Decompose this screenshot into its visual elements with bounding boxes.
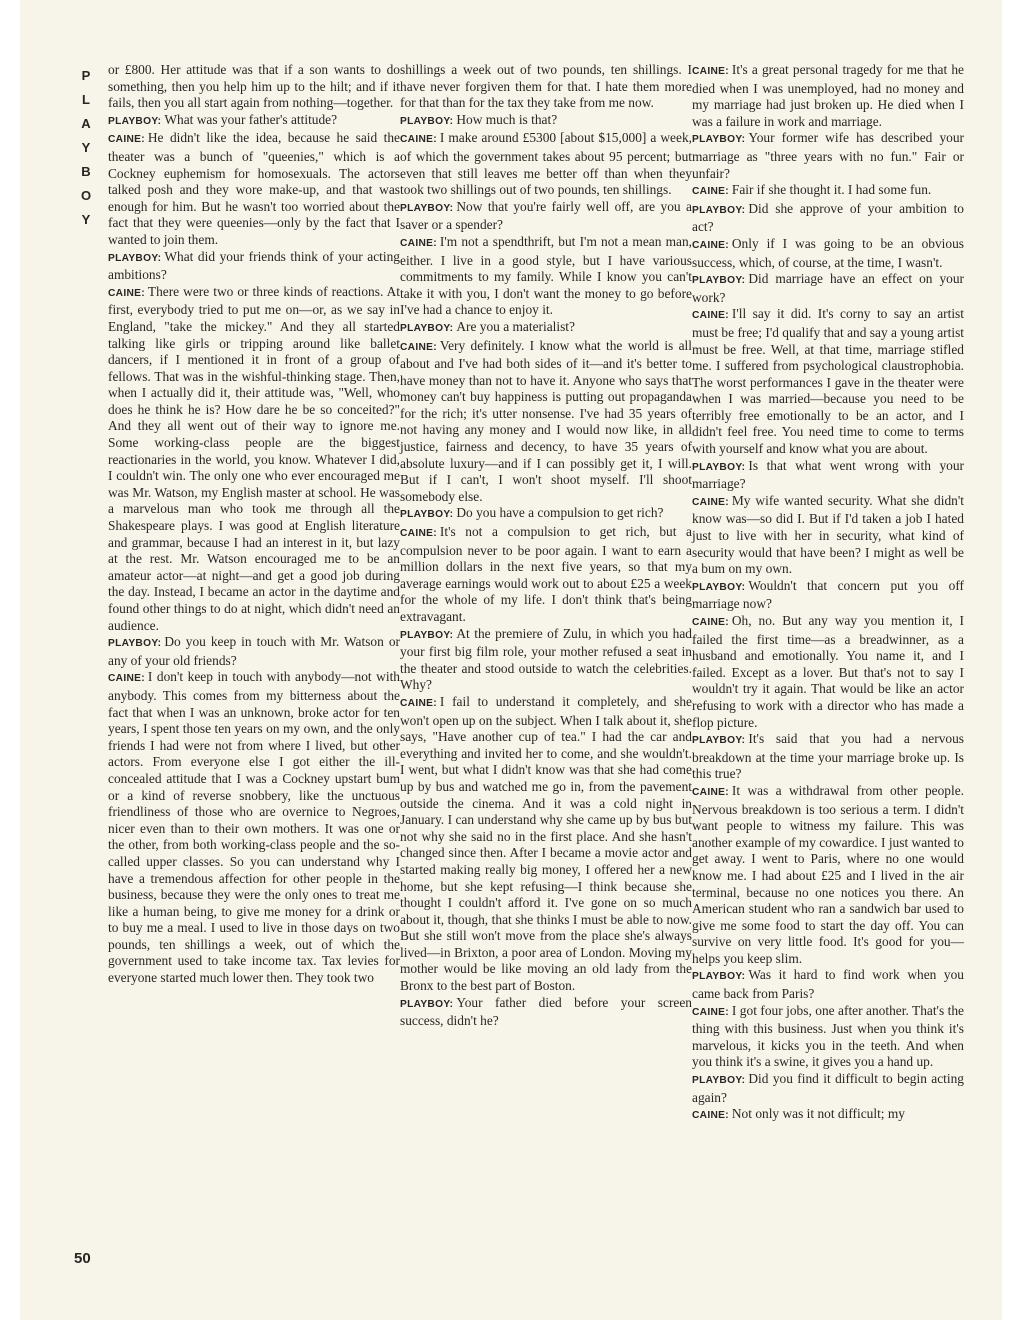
paragraph bbox=[692, 182, 964, 201]
paragraph-text: Are you a materialist? bbox=[456, 318, 575, 334]
paragraph bbox=[400, 199, 692, 234]
paragraph-text: I got four jobs, one after another. That's the thing with this business. Just when you think it's marvelous, it kicks you in the teeth. And when you think it's a swine, it gives you a hand up. bbox=[692, 1002, 964, 1070]
paragraph bbox=[692, 62, 964, 130]
masthead-letter: Y bbox=[81, 140, 91, 155]
paragraph-text: How much is that? bbox=[456, 111, 558, 127]
paragraph bbox=[108, 130, 400, 248]
paragraph bbox=[692, 458, 964, 493]
speaker-label: PLAYBOY: bbox=[400, 509, 454, 521]
speaker-label: CAINE: bbox=[400, 341, 437, 353]
paragraph bbox=[692, 783, 964, 968]
paragraph-text: I'll say it did. It's corny to say an artist must be free; I'd qualify that and say a young artist must be free. Well, at that time, marriage stifled me. I suffered from psychological claustrophobia. The worst performances I gave in the theater were when I was married—because you need to be terribly free emotionally to be an actor, and I didn't feel free. You need time to come to terms with yourself and know what you are about. bbox=[692, 306, 964, 457]
paragraph bbox=[692, 1106, 964, 1125]
speaker-label: CAINE: bbox=[400, 134, 437, 146]
paragraph-text: He didn't like the idea, because he said the theater was a bunch of "queenies," which is a Cockney euphemism for homosexuals. The actors talked posh and they wore make-up, and that was enough for him. But he wasn't too worried about the fact that they were queenies—only by the fact that I wanted to join them. bbox=[108, 130, 400, 247]
paragraph-text: It's said that you had a nervous breakdown at the time your marriage broke up. Is this true? bbox=[692, 731, 964, 782]
paragraph-text: Wouldn't that concern put you off marriage now? bbox=[692, 577, 964, 612]
paragraph-text: Not only was it not difficult; my bbox=[731, 1106, 905, 1122]
paragraph bbox=[108, 62, 400, 112]
speaker-label: CAINE: bbox=[692, 186, 729, 198]
paragraph-text: I fail to understand it completely, and she won't open up on the subject. When I talk about it, she says, "Have another cup of tea." I had the car and everything and invited her to come, and she wouldn't. I went, but what I didn't know was that she had come up by bus and watched me go in, from the pavement outside the cinema. And it was a cold night in January. I can understand why she came up by bus but not why she said no in the first place. And she hasn't changed since then. After I became a movie actor and started making really big money, I offered her a new home, but she kept refusing—I think because she thought I couldn't afford it. I've gone on so much about it, though, that she thinks I must be able to now. But she still won't move from the place she's always lived—in Brixton, a poor area of London. Moving my mother would be like moving an old lady from the Bronx to the best part of Boston. bbox=[400, 693, 692, 994]
masthead-letter: P bbox=[81, 68, 91, 83]
paragraph bbox=[692, 578, 964, 613]
paragraph bbox=[108, 112, 400, 131]
paragraph bbox=[400, 112, 692, 131]
paragraph bbox=[692, 731, 964, 783]
speaker-label: PLAYBOY: bbox=[692, 134, 746, 146]
speaker-label: CAINE: bbox=[108, 287, 145, 299]
masthead-letter: L bbox=[82, 92, 90, 107]
magazine-page bbox=[20, 0, 1002, 1320]
paragraph-text: Was it hard to find work when you came back from Paris? bbox=[692, 967, 964, 1002]
speaker-label: PLAYBOY: bbox=[692, 581, 746, 593]
paragraph-text: Only if I was going to be an obvious success, which, of course, at the time, I wasn't. bbox=[692, 235, 964, 270]
paragraph bbox=[400, 995, 692, 1030]
speaker-label: PLAYBOY: bbox=[400, 115, 454, 127]
paragraph-text: Now that you're fairly well off, are you a saver or a spender? bbox=[400, 198, 692, 233]
speaker-label: PLAYBOY: bbox=[692, 1075, 746, 1087]
paragraph-text: Do you have a compulsion to get rich? bbox=[456, 505, 664, 521]
paragraph-text: There were two or three kinds of reactions. At first, everybody tried to put me on—or, as we say in England, "take the mickey." And they all started talking like girls or tripping around like ballet dancers, if I mentioned it in front of a group of fellows. That was in the wishful-thinking stage. Then, when I actually did it, their attitude was, "Well, who does he think he is? How dare he be so conceited?" And they all went out of their way to ignore me. Some working-class people are the biggest reactionaries in the world, you know. Whatever I did, I couldn't win. The only one who ever encouraged me was Mr. Watson, my English master at school. He was a marvelous man who took me through all the Shakespeare plays. I was good at English literature and grammar, because I had an interest in it, but lazy at the rest. Mr. Watson encouraged me to be an amateur actor—at night—and get a good job during the day. Instead, I became an actor in the daytime and found other things to do at night, which didn't need an audience. bbox=[108, 283, 400, 633]
column-3 bbox=[692, 62, 964, 1125]
speaker-label: PLAYBOY: bbox=[108, 252, 162, 264]
paragraph bbox=[108, 284, 400, 634]
paragraph bbox=[692, 306, 964, 457]
paragraph-text: Oh, no. But any way you mention it, I failed the first time—as a breadwinner, as a husband and emotionally. You name it, and I failed. Except as a lover. But that's not to say I wouldn't try it again. That would be like an actor refusing to work with a director who has made a flop picture. bbox=[692, 613, 964, 730]
vertical-masthead bbox=[78, 64, 94, 232]
paragraph bbox=[692, 1071, 964, 1106]
paragraph-text: Did you find it difficult to begin acting again? bbox=[692, 1071, 964, 1105]
paragraph bbox=[692, 967, 964, 1002]
speaker-label: CAINE: bbox=[400, 697, 437, 709]
speaker-label: CAINE: bbox=[692, 239, 729, 251]
speaker-label: PLAYBOY: bbox=[692, 275, 746, 287]
paragraph-text: At the premiere of Zulu, in which you had your first big film role, your mother refused a seat in the theater and stood outside to watch the celebrities. Why? bbox=[400, 625, 692, 693]
paragraph-text: Did marriage have an effect on your work? bbox=[692, 271, 964, 305]
paragraph bbox=[692, 201, 964, 236]
speaker-label: CAINE: bbox=[400, 237, 437, 249]
paragraph bbox=[692, 130, 964, 182]
speaker-label: CAINE: bbox=[692, 786, 729, 798]
masthead-letter: Y bbox=[81, 212, 91, 227]
speaker-label: CAINE: bbox=[692, 66, 729, 77]
column-2 bbox=[400, 62, 692, 1030]
paragraph bbox=[400, 524, 692, 626]
paragraph-text: Your father died before your screen success, didn't he? bbox=[400, 994, 692, 1029]
paragraph bbox=[692, 1003, 964, 1071]
paragraph-text: It's not a compulsion to get rich, but a compulsion never to be poor again. I want to earn a million dollars in the next five years, so that my average earnings would work out to about £25 a week for the whole of my life. I don't think that's being extravagant. bbox=[400, 524, 692, 624]
speaker-label: PLAYBOY: bbox=[692, 461, 746, 473]
paragraph-text: My wife wanted security. What she didn't know was—so did I. But if I'd taken a job I hated just to live with her in security, what kind of security would that have been? I might as well be a bum on my own. bbox=[692, 492, 964, 577]
paragraph bbox=[692, 493, 964, 578]
paragraph-text: It was a withdrawal from other people. Nervous breakdown is too serious a term. I didn't want people to witness my failure. This was another example of my cowardice. I just wanted to get away. I went to Paris, where no one would know me. I had about £25 and I lived in the air terminal, because no one notices you there. An American student who ran a sandwich bar used to give me some food to start the day off. You can survive on very little food. It's good for you—helps you keep slim. bbox=[692, 782, 964, 966]
column-1 bbox=[108, 62, 400, 987]
paragraph-text: I'm not a spendthrift, but I'm not a mean man, either. I live in a good style, but I have various commitments to my family. While I know you can't take it with you, I don't want the money to go before I've had a chance to enjoy it. bbox=[400, 233, 692, 318]
paragraph bbox=[692, 613, 964, 731]
paragraph-text: What did your friends think of your acting ambitions? bbox=[108, 248, 400, 283]
paragraph-text: shillings a week out of two pounds, ten shillings. I have never forgiven them for that. I hate them more for that than for the tax they take from me now. bbox=[400, 62, 692, 111]
speaker-label: CAINE: bbox=[692, 496, 729, 508]
paragraph-text: It's a great personal tragedy for me that he died when I was unemployed, had no money and my marriage had just broken up. He died when I was a failure in work and marriage. bbox=[692, 62, 964, 129]
paragraph bbox=[400, 694, 692, 995]
masthead-letter: B bbox=[81, 164, 91, 179]
page-number: 50 bbox=[74, 1250, 91, 1267]
paragraph bbox=[400, 319, 692, 338]
speaker-label: CAINE: bbox=[692, 310, 729, 322]
paragraph bbox=[400, 130, 692, 198]
paragraph bbox=[400, 62, 692, 112]
paragraph-text: Very definitely. I know what the world is all about and I've had both sides of it—and it's better to have money than not to have it. Anyone who says that money can't buy happiness is putting out propaganda for the rich; it's utter nonsense. I've had 35 years of not having any money and I would now like, in all justice, fairness and decency, to have 35 years of absolute luxury—and if I can possibly get it, I will. But if I can't, I won't shoot myself. I'll shoot somebody else. bbox=[400, 337, 692, 504]
paragraph-text: I don't keep in touch with anybody—not with anybody. This comes from my bitterness about the fact that when I was an unknown, broke actor for ten years, I spent those ten years on my own, and the only friends I had were not from where I lived, but other actors. From everyone else I got either the ill-concealed attitude that I was a Cockney upstart bum or a kind of reverse snobbery, like the unctuous friendliness of those who are overnice to Negroes, nicer even than to their own mothers. It was one or the other, from both working-class people and the so-called upper classes. So you can understand why I have a tremendous affection for other people in the business, because they were the only ones to treat me like a human being, to give me money for a drink or to buy me a meal. I used to live in those days on two pounds, ten shillings a week, out of which the government used to take income tax. Tax levies for everyone started much lower then. They took two bbox=[108, 669, 400, 986]
paragraph-text: Your former wife has described your marriage as "three years with no fun." Fair or unfair? bbox=[692, 130, 964, 181]
speaker-label: PLAYBOY: bbox=[692, 735, 746, 747]
speaker-label: CAINE: bbox=[692, 1110, 729, 1122]
speaker-label: PLAYBOY: bbox=[108, 115, 162, 127]
speaker-label: PLAYBOY: bbox=[400, 629, 454, 641]
paragraph bbox=[400, 505, 692, 524]
speaker-label: CAINE: bbox=[108, 134, 145, 146]
paragraph bbox=[400, 234, 692, 319]
speaker-label: PLAYBOY: bbox=[692, 204, 746, 216]
speaker-label: CAINE: bbox=[692, 1006, 729, 1018]
speaker-label: PLAYBOY: bbox=[692, 971, 746, 983]
masthead-letter: A bbox=[81, 116, 91, 131]
speaker-label: CAINE: bbox=[400, 528, 437, 540]
speaker-label: CAINE: bbox=[692, 617, 729, 628]
paragraph-text: Do you keep in touch with Mr. Watson or any of your old friends? bbox=[108, 634, 400, 668]
paragraph bbox=[108, 634, 400, 669]
speaker-label: PLAYBOY: bbox=[400, 202, 454, 214]
speaker-label: PLAYBOY: bbox=[108, 638, 162, 650]
paragraph-text: What was your father's attitude? bbox=[164, 111, 338, 127]
speaker-label: PLAYBOY: bbox=[400, 998, 454, 1010]
speaker-label: PLAYBOY: bbox=[400, 322, 454, 334]
paragraph bbox=[108, 669, 400, 986]
paragraph bbox=[400, 338, 692, 506]
speaker-label: CAINE: bbox=[108, 673, 145, 685]
paragraph bbox=[108, 249, 400, 284]
paragraph-text: or £800. Her attitude was that if a son wants to do something, then you help him up to the hilt; and if it fails, then you all start again from nothing—together. bbox=[108, 62, 400, 111]
paragraph bbox=[692, 271, 964, 306]
paragraph-text: I make around £5300 [about $15,000] a week, of which the government takes about 95 percent; but even that still leaves me better off than when they took two shillings out of two pounds, ten shillings. bbox=[400, 130, 692, 198]
paragraph bbox=[692, 236, 964, 271]
paragraph-text: Is that what went wrong with your marriage? bbox=[692, 457, 964, 492]
paragraph bbox=[400, 626, 692, 694]
paragraph-text: Did she approve of your ambition to act? bbox=[692, 200, 964, 235]
masthead-letter: O bbox=[80, 188, 92, 203]
paragraph-text: Fair if she thought it. I had some fun. bbox=[731, 182, 932, 198]
